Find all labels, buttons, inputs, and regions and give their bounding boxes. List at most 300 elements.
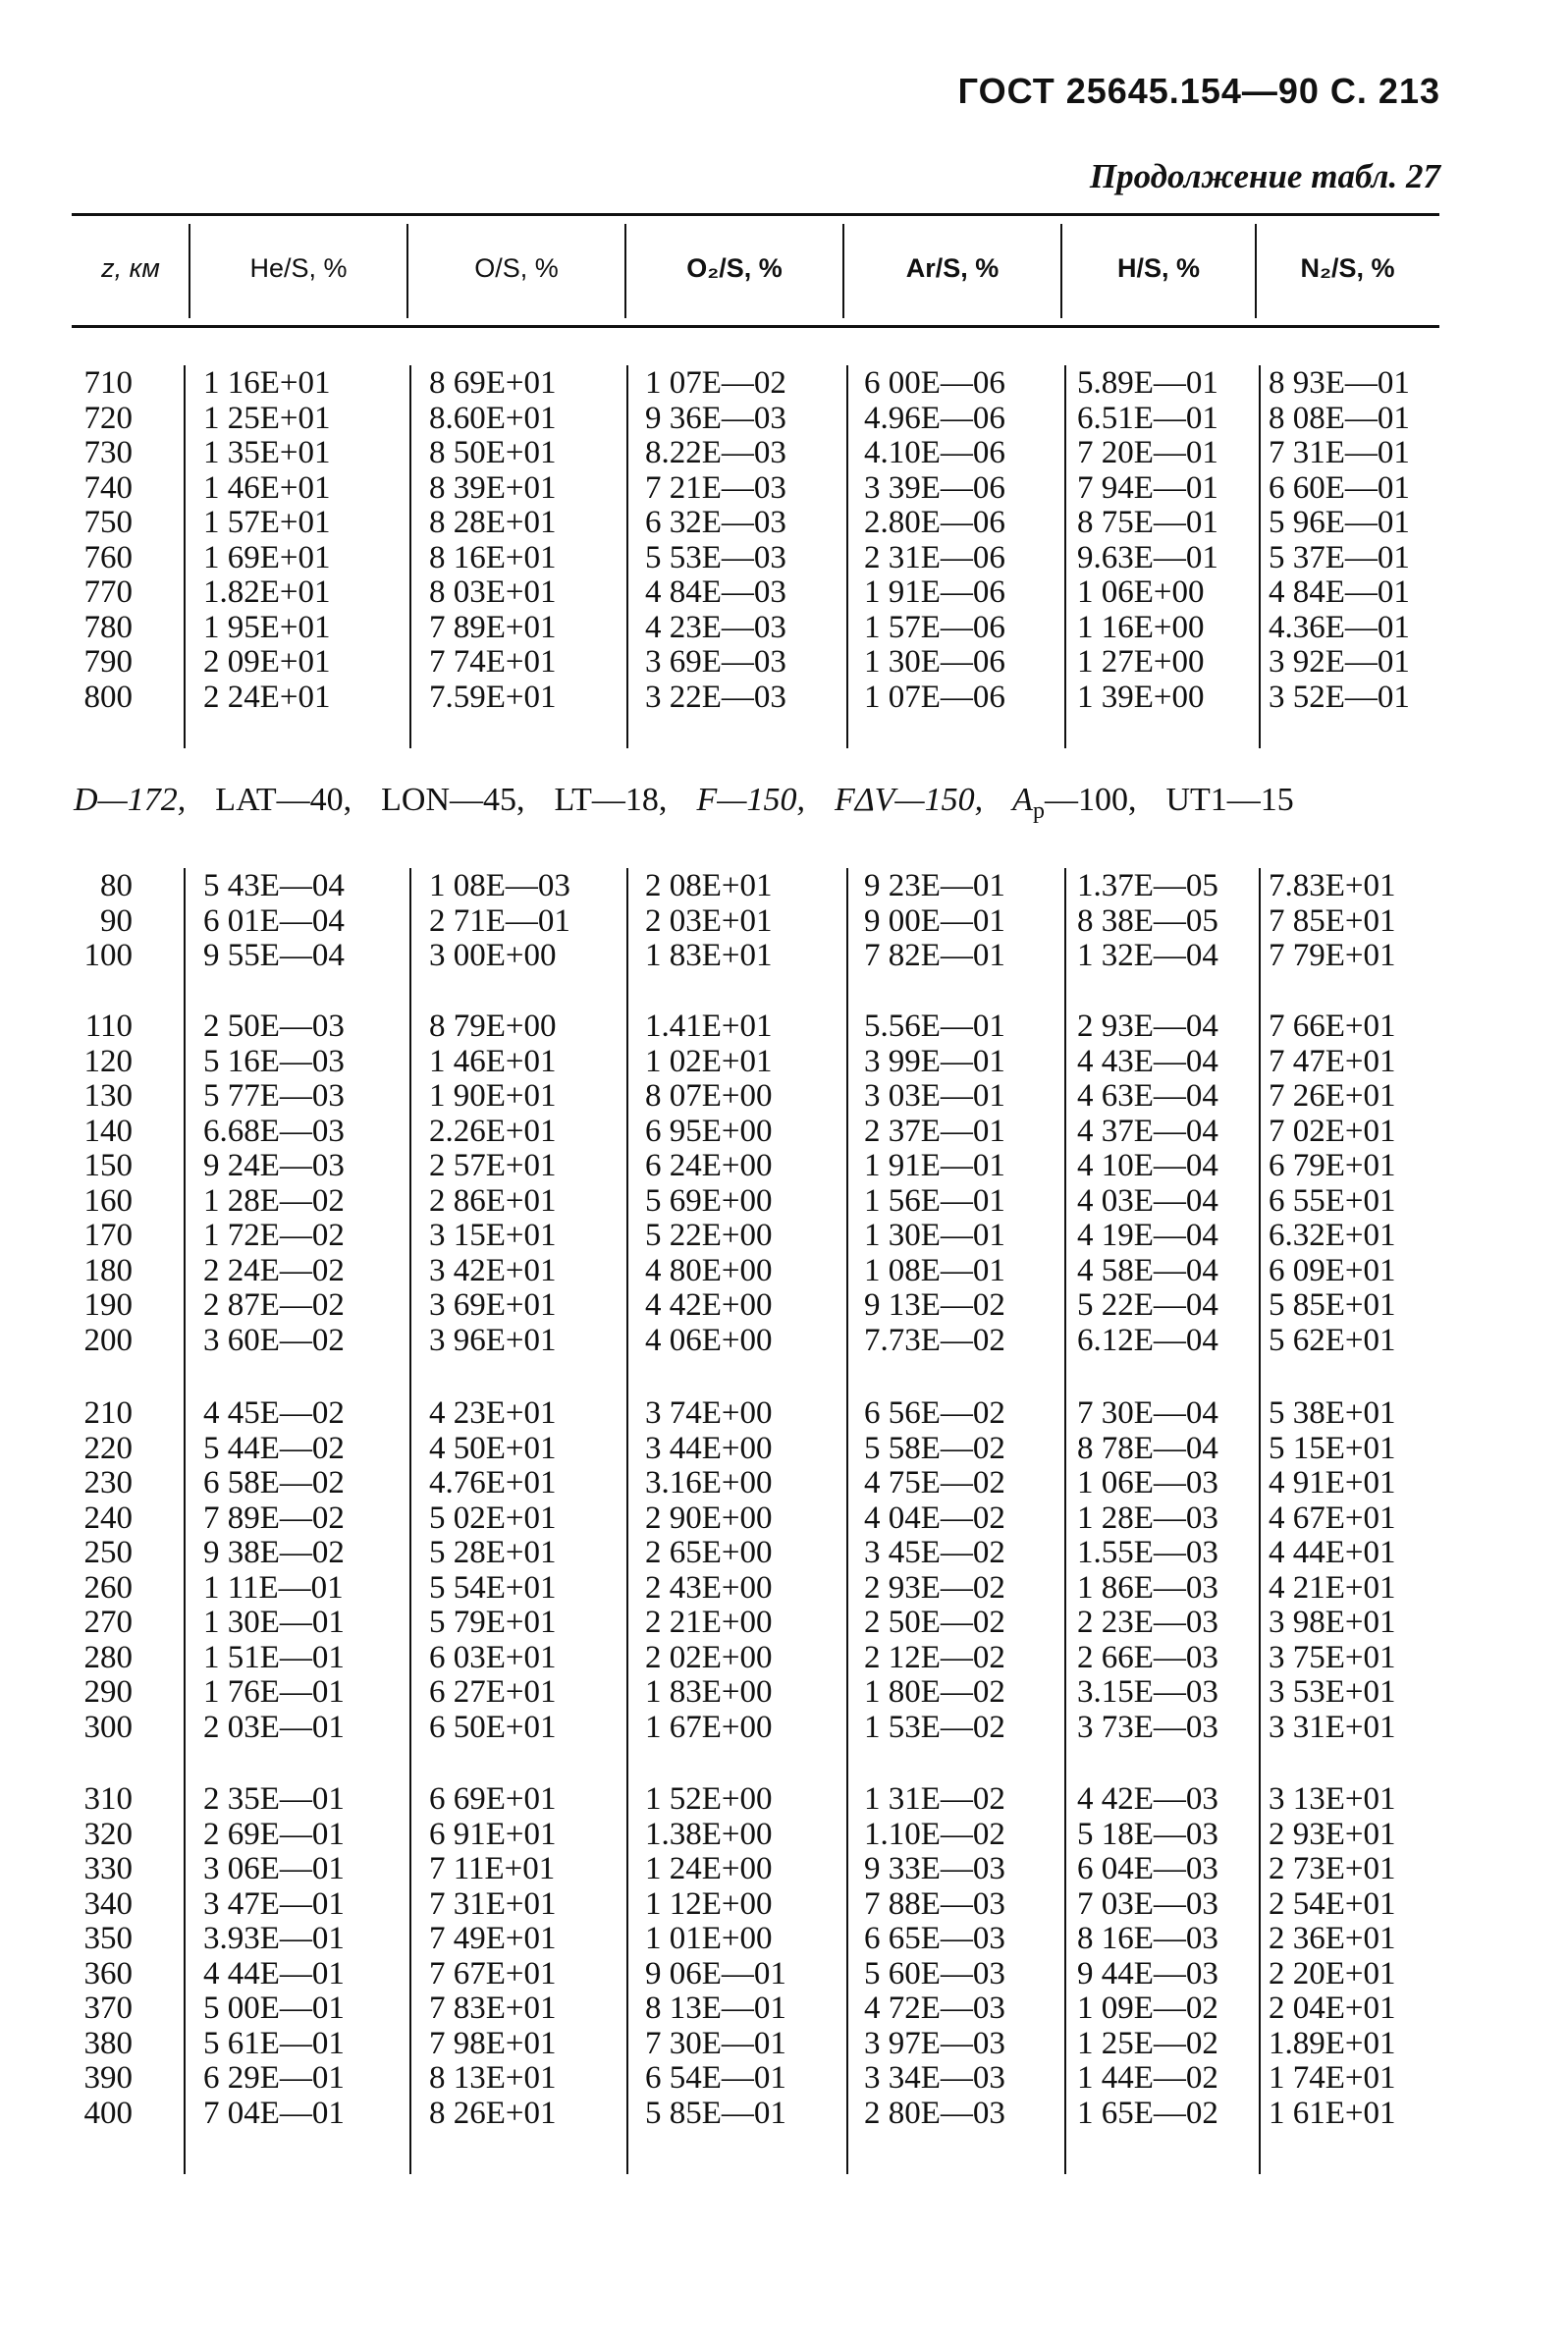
altitude-cell: 280 [83, 1639, 133, 1675]
altitude-cell: 270 [83, 1605, 133, 1640]
n2-cell: 8 93E—01 [1269, 365, 1410, 401]
altitude-cell: 90 [100, 902, 133, 939]
o2-cell: 2 21E+00 [645, 1605, 773, 1640]
table-row [0, 1956, 1568, 1991]
altitude-cell: 380 [83, 2025, 133, 2061]
h-cell: 4 19E—04 [1077, 1218, 1218, 1253]
table-row [0, 1009, 1568, 1044]
n2-cell: 7 02E+01 [1269, 1113, 1396, 1149]
param-lt: LT—18, [554, 782, 668, 818]
he-cell: 2 09E+01 [203, 644, 331, 680]
ar-cell: 1 53E—02 [864, 1709, 1005, 1745]
o2-cell: 3.16E+00 [645, 1465, 773, 1500]
table-row [0, 1078, 1568, 1114]
he-cell: 6 29E—01 [203, 2060, 345, 2096]
he-cell: 1 69E+01 [203, 539, 331, 575]
altitude-cell: 160 [83, 1182, 133, 1219]
o2-cell: 2 43E+00 [645, 1569, 773, 1606]
ar-cell: 3 99E—01 [864, 1043, 1005, 1079]
he-cell: 6 01E—04 [203, 902, 345, 939]
o-cell: 8 39E+01 [429, 469, 557, 506]
o-cell: 8 13E+01 [429, 2060, 557, 2096]
altitude-cell: 790 [83, 644, 133, 680]
h-cell: 1 09E—02 [1077, 1991, 1218, 2026]
n2-cell: 3 92E—01 [1269, 644, 1410, 680]
o2-cell: 9 36E—03 [645, 400, 786, 436]
table-row [0, 1287, 1568, 1323]
h-cell: 5 22E—04 [1077, 1287, 1218, 1323]
param-ap-subscript: p [1032, 797, 1045, 824]
n2-cell: 3 31E+01 [1269, 1709, 1396, 1745]
o-cell: 7 31E+01 [429, 1885, 557, 1922]
he-cell: 1 30E—01 [203, 1605, 345, 1640]
table-row [0, 2026, 1568, 2061]
altitude-cell: 350 [83, 1921, 133, 1956]
table-row [0, 540, 1568, 575]
altitude-cell: 800 [83, 679, 133, 715]
he-cell: 9 24E—03 [203, 1148, 345, 1183]
altitude-cell: 220 [83, 1430, 133, 1466]
n2-cell: 6 09E+01 [1269, 1252, 1396, 1288]
n2-cell: 5 96E—01 [1269, 505, 1410, 540]
table-row [0, 868, 1568, 903]
header-divider [1060, 224, 1062, 318]
he-cell: 1 11E—01 [203, 1569, 344, 1606]
he-cell: 6 58E—02 [203, 1465, 345, 1500]
altitude-cell: 340 [83, 1885, 133, 1922]
o-cell: 4 50E+01 [429, 1430, 557, 1466]
o-cell: 7 67E+01 [429, 1955, 557, 1991]
table-row [0, 903, 1568, 939]
ar-cell: 1 30E—06 [864, 644, 1005, 680]
param-f: F—150, [696, 782, 805, 818]
o2-cell: 5 69E+00 [645, 1182, 773, 1219]
header-divider [624, 224, 626, 318]
n2-cell: 4 21E+01 [1269, 1569, 1396, 1606]
ar-cell: 1 80E—02 [864, 1674, 1005, 1710]
altitude-cell: 390 [83, 2060, 133, 2096]
o2-cell: 4 06E+00 [645, 1322, 773, 1358]
o2-cell: 2 03E+01 [645, 902, 773, 939]
table-row [0, 1218, 1568, 1253]
altitude-cell: 330 [83, 1851, 133, 1886]
altitude-cell: 290 [83, 1674, 133, 1710]
o2-cell: 3 44E+00 [645, 1430, 773, 1466]
h-cell: 6 04E—03 [1077, 1851, 1218, 1886]
he-cell: 1 76E—01 [203, 1674, 345, 1710]
o2-cell: 2 08E+01 [645, 868, 773, 903]
o-cell: 3 96E+01 [429, 1322, 557, 1358]
he-cell: 4 45E—02 [203, 1395, 345, 1431]
param-ap-value: —100, [1044, 782, 1137, 818]
table-continuation-label: Продолжение табл. 27 [1089, 157, 1440, 195]
model-parameters [74, 782, 1448, 825]
h-cell: 7 03E—03 [1077, 1885, 1218, 1922]
param-ut: UT1—15 [1165, 782, 1294, 818]
o-cell: 6 03E+01 [429, 1639, 557, 1675]
h-cell: 1 86E—03 [1077, 1569, 1218, 1606]
he-cell: 5 61E—01 [203, 2025, 345, 2061]
o-cell: 5 54E+01 [429, 1569, 557, 1606]
o-cell: 3 15E+01 [429, 1218, 557, 1253]
o2-cell: 1 52E+00 [645, 1781, 773, 1817]
o2-cell: 4 23E—03 [645, 609, 786, 645]
o2-cell: 3 74E+00 [645, 1395, 773, 1431]
o2-cell: 8 13E—01 [645, 1991, 786, 2026]
n2-cell: 8 08E—01 [1269, 400, 1410, 436]
table-row [0, 1114, 1568, 1149]
o2-cell: 1.38E+00 [645, 1816, 773, 1852]
n2-cell: 5 85E+01 [1269, 1287, 1396, 1323]
he-cell: 2 87E—02 [203, 1287, 345, 1323]
h-cell: 1.37E—05 [1077, 868, 1218, 903]
table-row [0, 1851, 1568, 1886]
table-row [0, 2096, 1568, 2131]
n2-cell: 2 54E+01 [1269, 1885, 1396, 1922]
o2-cell: 7 21E—03 [645, 469, 786, 506]
altitude-cell: 730 [83, 435, 133, 470]
o-cell: 7 49E+01 [429, 1921, 557, 1956]
o2-cell: 6 54E—01 [645, 2060, 786, 2096]
o-cell: 1 08E—03 [429, 868, 570, 903]
h-cell: 1 27E+00 [1077, 644, 1205, 680]
ar-cell: 9 33E—03 [864, 1851, 1005, 1886]
h-cell: 6.12E—04 [1077, 1322, 1218, 1358]
table-row [0, 470, 1568, 506]
n2-cell: 5 37E—01 [1269, 539, 1410, 575]
o2-cell: 1.41E+01 [645, 1009, 773, 1044]
table-row [0, 1323, 1568, 1358]
o-cell: 6 50E+01 [429, 1709, 557, 1745]
o2-cell: 9 06E—01 [645, 1955, 786, 1991]
table-top-rule [72, 213, 1439, 216]
o-cell: 4 23E+01 [429, 1395, 557, 1431]
altitude-cell: 200 [83, 1322, 133, 1358]
o-cell: 3 00E+00 [429, 938, 557, 973]
n2-cell: 7 79E+01 [1269, 938, 1396, 973]
o2-cell: 6 24E+00 [645, 1148, 773, 1183]
o-cell: 1 90E+01 [429, 1078, 557, 1114]
h-cell: 1 16E+00 [1077, 609, 1205, 645]
he-cell: 1 95E+01 [203, 609, 331, 645]
table-row [0, 1535, 1568, 1570]
h-cell: 8 78E—04 [1077, 1430, 1218, 1466]
he-cell: 2 35E—01 [203, 1781, 345, 1817]
h-cell: 8 75E—01 [1077, 505, 1218, 540]
altitude-cell: 260 [83, 1569, 133, 1606]
he-cell: 2 03E—01 [203, 1709, 345, 1745]
h-cell: 5 18E—03 [1077, 1816, 1218, 1852]
column-header-n2: N₂/S, % [1300, 252, 1395, 283]
n2-cell: 3 53E+01 [1269, 1674, 1396, 1710]
ar-cell: 2 31E—06 [864, 539, 1005, 575]
he-cell: 1 28E—02 [203, 1182, 345, 1219]
h-cell: 8 38E—05 [1077, 902, 1218, 939]
o2-cell: 6 32E—03 [645, 505, 786, 540]
ar-cell: 2 12E—02 [864, 1639, 1005, 1675]
h-cell: 1 44E—02 [1077, 2060, 1218, 2096]
column-header-h: H/S, % [1116, 252, 1201, 283]
h-cell: 1 39E+00 [1077, 679, 1205, 715]
h-cell: 4 03E—04 [1077, 1182, 1218, 1219]
h-cell: 1 06E—03 [1077, 1465, 1218, 1500]
ar-cell: 7 88E—03 [864, 1885, 1005, 1922]
n2-cell: 4 91E+01 [1269, 1465, 1396, 1500]
altitude-cell: 740 [83, 469, 133, 506]
ar-cell: 9 00E—01 [864, 902, 1005, 939]
altitude-cell: 250 [83, 1535, 133, 1570]
ar-cell: 3 97E—03 [864, 2025, 1005, 2061]
o-cell: 8 03E+01 [429, 574, 557, 610]
o2-cell: 2 65E+00 [645, 1535, 773, 1570]
o-cell: 7 11E+01 [429, 1851, 556, 1886]
o-cell: 8 50E+01 [429, 435, 557, 470]
o-cell: 5 79E+01 [429, 1605, 557, 1640]
he-cell: 2 24E+01 [203, 679, 331, 715]
o-cell: 5 28E+01 [429, 1535, 557, 1570]
o2-cell: 1 67E+00 [645, 1709, 773, 1745]
table-row [0, 574, 1568, 610]
altitude-cell: 100 [83, 938, 133, 973]
h-cell: 1 06E+00 [1077, 574, 1205, 610]
he-cell: 5 16E—03 [203, 1043, 345, 1079]
ar-cell: 4 04E—02 [864, 1500, 1005, 1536]
header-divider [842, 224, 844, 318]
o-cell: 2.26E+01 [429, 1113, 557, 1149]
h-cell: 5.89E—01 [1077, 365, 1218, 401]
ar-cell: 2 80E—03 [864, 2095, 1005, 2131]
he-cell: 6.68E—03 [203, 1113, 345, 1149]
n2-cell: 3 75E+01 [1269, 1639, 1396, 1675]
o2-cell: 4 80E+00 [645, 1252, 773, 1288]
altitude-cell: 780 [83, 609, 133, 645]
n2-cell: 2 36E+01 [1269, 1921, 1396, 1956]
ar-cell: 1 07E—06 [864, 679, 1005, 715]
h-cell: 3.15E—03 [1077, 1674, 1218, 1710]
column-header-o2: O₂/S, % [686, 252, 783, 283]
o-cell: 8 28E+01 [429, 505, 557, 540]
ar-cell: 6 56E—02 [864, 1395, 1005, 1431]
altitude-cell: 310 [83, 1781, 133, 1817]
table-row [0, 1431, 1568, 1466]
o-cell: 5 02E+01 [429, 1500, 557, 1536]
header-divider [189, 224, 190, 318]
table-row [0, 505, 1568, 540]
table-row [0, 1395, 1568, 1431]
he-cell: 1 46E+01 [203, 469, 331, 506]
table-row [0, 1781, 1568, 1817]
n2-cell: 2 93E+01 [1269, 1816, 1396, 1852]
column-header-he: He/S, % [249, 252, 348, 283]
he-cell: 3.93E—01 [203, 1921, 345, 1956]
o2-cell: 2 90E+00 [645, 1500, 773, 1536]
ar-cell: 5 58E—02 [864, 1430, 1005, 1466]
n2-cell: 6 60E—01 [1269, 469, 1410, 506]
param-d: D—172, [74, 782, 187, 818]
table-row [0, 1465, 1568, 1500]
n2-cell: 3 98E+01 [1269, 1605, 1396, 1640]
altitude-cell: 190 [83, 1287, 133, 1323]
he-cell: 5 00E—01 [203, 1991, 345, 2026]
document-code: ГОСТ 25645.154—90 С. 213 [957, 71, 1440, 111]
table-row [0, 1183, 1568, 1219]
ar-cell: 1 57E—06 [864, 609, 1005, 645]
ar-cell: 3 39E—06 [864, 469, 1005, 506]
o2-cell: 4 42E+00 [645, 1287, 773, 1323]
h-cell: 9 44E—03 [1077, 1955, 1218, 1991]
altitude-cell: 120 [83, 1043, 133, 1079]
n2-cell: 7 47E+01 [1269, 1043, 1396, 1079]
h-cell: 6.51E—01 [1077, 400, 1218, 436]
h-cell: 1 28E—03 [1077, 1500, 1218, 1536]
n2-cell: 5 38E+01 [1269, 1395, 1396, 1431]
table-row [0, 1500, 1568, 1536]
h-cell: 4 63E—04 [1077, 1078, 1218, 1114]
o2-cell: 5 22E+00 [645, 1218, 773, 1253]
ar-cell: 1 08E—01 [864, 1252, 1005, 1288]
n2-cell: 1.89E+01 [1269, 2025, 1396, 2061]
table-row [0, 1570, 1568, 1606]
table-row [0, 401, 1568, 436]
n2-cell: 7.83E+01 [1269, 868, 1396, 903]
o-cell: 2 71E—01 [429, 902, 570, 939]
altitude-cell: 110 [84, 1009, 133, 1044]
h-cell: 8 16E—03 [1077, 1921, 1218, 1956]
h-cell: 4 37E—04 [1077, 1113, 1218, 1149]
ar-cell: 1 56E—01 [864, 1182, 1005, 1219]
table-row [0, 435, 1568, 470]
table-header-rule [72, 325, 1439, 328]
h-cell: 2 23E—03 [1077, 1605, 1218, 1640]
n2-cell: 7 31E—01 [1269, 435, 1410, 470]
header-divider [406, 224, 408, 318]
n2-cell: 7 66E+01 [1269, 1009, 1396, 1044]
h-cell: 7 94E—01 [1077, 469, 1218, 506]
he-cell: 9 55E—04 [203, 938, 345, 973]
n2-cell: 5 62E+01 [1269, 1322, 1396, 1358]
table-row [0, 1991, 1568, 2026]
o-cell: 7 98E+01 [429, 2025, 557, 2061]
h-cell: 4 58E—04 [1077, 1252, 1218, 1288]
ar-cell: 9 13E—02 [864, 1287, 1005, 1323]
he-cell: 5 77E—03 [203, 1078, 345, 1114]
table-row [0, 1710, 1568, 1745]
table-row [0, 1817, 1568, 1852]
ar-cell: 1 91E—01 [864, 1148, 1005, 1183]
o-cell: 3 42E+01 [429, 1252, 557, 1288]
ar-cell: 5.56E—01 [864, 1009, 1005, 1044]
ar-cell: 1.10E—02 [864, 1816, 1005, 1852]
param-ap-symbol: A [1012, 782, 1033, 818]
h-cell: 4 43E—04 [1077, 1043, 1218, 1079]
o-cell: 8 26E+01 [429, 2095, 557, 2131]
o-cell: 1 46E+01 [429, 1043, 557, 1079]
h-cell: 4 42E—03 [1077, 1781, 1218, 1817]
he-cell: 3 06E—01 [203, 1851, 345, 1886]
h-cell: 7 30E—04 [1077, 1395, 1218, 1431]
o-cell: 2 86E+01 [429, 1182, 557, 1219]
altitude-cell: 750 [83, 505, 133, 540]
o-cell: 6 27E+01 [429, 1674, 557, 1710]
n2-cell: 4.36E—01 [1269, 609, 1410, 645]
ar-cell: 7 82E—01 [864, 938, 1005, 973]
h-cell: 2 93E—04 [1077, 1009, 1218, 1044]
table-row [0, 365, 1568, 401]
ar-cell: 4.10E—06 [864, 435, 1005, 470]
altitude-cell: 230 [83, 1465, 133, 1500]
o-cell: 3 69E+01 [429, 1287, 557, 1323]
he-cell: 3 60E—02 [203, 1322, 345, 1358]
table-row [0, 938, 1568, 973]
table-row [0, 1044, 1568, 1079]
o2-cell: 1 83E+01 [645, 938, 773, 973]
o-cell: 7 74E+01 [429, 644, 557, 680]
altitude-cell: 710 [83, 365, 133, 401]
param-ap [1012, 782, 1136, 825]
he-cell: 5 43E—04 [203, 868, 345, 903]
o-cell: 7 83E+01 [429, 1991, 557, 2026]
he-cell: 1 51E—01 [203, 1639, 345, 1675]
o2-cell: 6 95E+00 [645, 1113, 773, 1149]
ar-cell: 1 30E—01 [864, 1218, 1005, 1253]
he-cell: 1 25E+01 [203, 400, 331, 436]
n2-cell: 4 67E+01 [1269, 1500, 1396, 1536]
o2-cell: 1 24E+00 [645, 1851, 773, 1886]
ar-cell: 6 65E—03 [864, 1921, 1005, 1956]
o-cell: 2 57E+01 [429, 1148, 557, 1183]
table-row [0, 1253, 1568, 1288]
table-row [0, 680, 1568, 715]
table-row [0, 1605, 1568, 1640]
n2-cell: 3 52E—01 [1269, 679, 1410, 715]
table-row [0, 1886, 1568, 1922]
n2-cell: 7 85E+01 [1269, 902, 1396, 939]
altitude-cell: 360 [83, 1955, 133, 1991]
o2-cell: 5 53E—03 [645, 539, 786, 575]
he-cell: 7 04E—01 [203, 2095, 345, 2131]
param-fav: FΔV—150, [834, 782, 984, 818]
o2-cell: 1 83E+00 [645, 1674, 773, 1710]
ar-cell: 4.96E—06 [864, 400, 1005, 436]
n2-cell: 2 73E+01 [1269, 1851, 1396, 1886]
column-header-o: O/S, % [474, 252, 559, 283]
o2-cell: 2 02E+00 [645, 1639, 773, 1675]
he-cell: 2 69E—01 [203, 1816, 345, 1852]
o-cell: 8 79E+00 [429, 1009, 557, 1044]
o-cell: 8 69E+01 [429, 365, 557, 401]
he-cell: 5 44E—02 [203, 1430, 345, 1466]
o2-cell: 3 69E—03 [645, 644, 786, 680]
o2-cell: 8 07E+00 [645, 1078, 773, 1114]
h-cell: 1.55E—03 [1077, 1535, 1218, 1570]
h-cell: 2 66E—03 [1077, 1639, 1218, 1675]
table-row [0, 1148, 1568, 1183]
column-header-ar: Ar/S, % [905, 252, 1000, 283]
h-cell: 7 20E—01 [1077, 435, 1218, 470]
h-cell: 1 32E—04 [1077, 938, 1218, 973]
altitude-cell: 400 [83, 2095, 133, 2131]
he-cell: 7 89E—02 [203, 1500, 345, 1536]
n2-cell: 6.32E+01 [1269, 1218, 1396, 1253]
n2-cell: 1 61E+01 [1269, 2095, 1396, 2131]
altitude-cell: 130 [83, 1078, 133, 1114]
altitude-cell: 370 [83, 1991, 133, 2026]
altitude-cell: 760 [83, 539, 133, 575]
he-cell: 9 38E—02 [203, 1535, 345, 1570]
ar-cell: 2.80E—06 [864, 505, 1005, 540]
ar-cell: 5 60E—03 [864, 1955, 1005, 1991]
h-cell: 9.63E—01 [1077, 539, 1218, 575]
